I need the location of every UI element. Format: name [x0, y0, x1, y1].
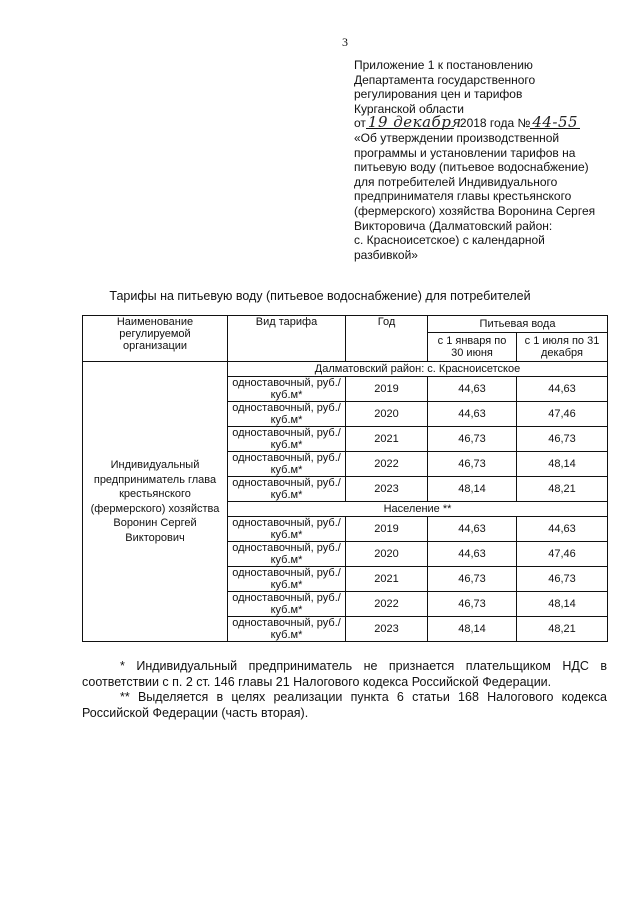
- year-cell: 2021: [346, 567, 428, 592]
- tariff-type-cell: одноставочный, руб./куб.м*: [228, 377, 346, 402]
- annex-title-line: предпринимателя главы крестьянского: [354, 189, 572, 204]
- annex-title-line: «Об утверждении производственной: [354, 130, 560, 145]
- year-cell: 2020: [346, 402, 428, 427]
- section-title: Население **: [228, 502, 608, 517]
- period1-value-cell: 48,14: [428, 617, 517, 642]
- annex-line: Курганской области: [354, 101, 464, 116]
- period1-value-cell: 44,63: [428, 542, 517, 567]
- header-water: Питьевая вода: [428, 316, 608, 333]
- annex-title-line: питьевую воду (питьевое водоснабжение): [354, 160, 589, 175]
- tariff-type-cell: одноставочный, руб./куб.м*: [228, 617, 346, 642]
- period2-value-cell: 48,21: [517, 477, 608, 502]
- footnote-2-line-2: Российской Федерации (часть вторая).: [82, 705, 309, 720]
- annex-line: Приложение 1 к постановлению: [354, 58, 533, 72]
- period2-value-cell: 48,14: [517, 592, 608, 617]
- period2-value-cell: 47,46: [517, 542, 608, 567]
- tariff-table: [82, 315, 608, 642]
- year-cell: 2023: [346, 617, 428, 642]
- tariff-type-cell: одноставочный, руб./куб.м*: [228, 477, 346, 502]
- handwritten-date: 19 декабря: [367, 113, 462, 132]
- tariff-type-cell: одноставочный, руб./куб.м*: [228, 517, 346, 542]
- period2-value-cell: 47,46: [517, 402, 608, 427]
- tariff-type-cell: одноставочный, руб./куб.м*: [228, 452, 346, 477]
- tariff-type-cell: одноставочный, руб./куб.м*: [228, 592, 346, 617]
- period1-value-cell: 44,63: [428, 377, 517, 402]
- year-cell: 2022: [346, 592, 428, 617]
- annex-title-line: Викторовича (Далматовский район:: [354, 218, 553, 233]
- table-title: Тарифы на питьевую воду (питьевое водоснабжение) для потребителей: [109, 289, 531, 303]
- header-type: Вид тарифа: [228, 316, 346, 362]
- annex-title-line: (фермерского) хозяйства Воронина Сергея: [354, 203, 596, 218]
- annex-line: Департамента государственного: [354, 72, 536, 87]
- period2-value-cell: 46,73: [517, 427, 608, 452]
- period2-value-cell: 46,73: [517, 567, 608, 592]
- period1-value-cell: 44,63: [428, 517, 517, 542]
- period1-value-cell: 48,14: [428, 477, 517, 502]
- annex-title-line: программы и установлении тарифов на: [354, 145, 576, 160]
- year-cell: 2021: [346, 427, 428, 452]
- period1-value-cell: 46,73: [428, 567, 517, 592]
- year-cell: 2019: [346, 377, 428, 402]
- year-cell: 2022: [346, 452, 428, 477]
- year-cell: 2019: [346, 517, 428, 542]
- period1-value-cell: 44,63: [428, 402, 517, 427]
- annex-title-line: с. Красноисетское) с календарной: [354, 233, 545, 248]
- tariff-type-cell: одноставочный, руб./куб.м*: [228, 427, 346, 452]
- page-number: 3: [342, 35, 348, 49]
- header-period1: с 1 января по 30 июня: [428, 333, 517, 362]
- section-title: Далматовский район: с. Красноисетское: [228, 362, 608, 377]
- footnote-2-line-1: ** Выделяется в целях реализации пункта 6 статьи 168 Налогового кодекса: [120, 690, 607, 705]
- handwritten-number: 44-55: [532, 113, 579, 132]
- period2-value-cell: 44,63: [517, 517, 608, 542]
- annex-header: [354, 58, 624, 262]
- period2-value-cell: 48,21: [517, 617, 608, 642]
- tariff-type-cell: одноставочный, руб./куб.м*: [228, 402, 346, 427]
- annex-line: регулирования цен и тарифов: [354, 87, 523, 102]
- tariff-type-cell: одноставочный, руб./куб.м*: [228, 542, 346, 567]
- year-cell: 2023: [346, 477, 428, 502]
- header-period2: с 1 июля по 31 декабря: [517, 333, 608, 362]
- year-cell: 2020: [346, 542, 428, 567]
- period2-value-cell: 44,63: [517, 377, 608, 402]
- period1-value-cell: 46,73: [428, 592, 517, 617]
- header-org: Наименование регулируемой организации: [83, 316, 228, 362]
- date-prefix: от: [354, 116, 366, 131]
- header-year: Год: [346, 316, 428, 362]
- annex-title-line: для потребителей Индивидуального: [354, 174, 558, 189]
- period1-value-cell: 46,73: [428, 427, 517, 452]
- period1-value-cell: 46,73: [428, 452, 517, 477]
- year-text: 2018 года №: [459, 116, 531, 131]
- annex-title-line: разбивкой»: [354, 247, 418, 262]
- footnote-1-line-2: соответствии с п. 2 ст. 146 главы 21 Налогового кодекса Российской Федерации.: [82, 674, 552, 689]
- annex-date-line: [354, 113, 624, 132]
- period2-value-cell: 48,14: [517, 452, 608, 477]
- org-name-cell: Индивидуальный предприниматель глава крестьянского (фермерского) хозяйства Воронин Сергей Викторович: [83, 362, 228, 642]
- footnote-1-line-1: * Индивидуальный предприниматель не признается плательщиком НДС в: [120, 659, 607, 673]
- tariff-type-cell: одноставочный, руб./куб.м*: [228, 567, 346, 592]
- footnotes: [82, 659, 607, 721]
